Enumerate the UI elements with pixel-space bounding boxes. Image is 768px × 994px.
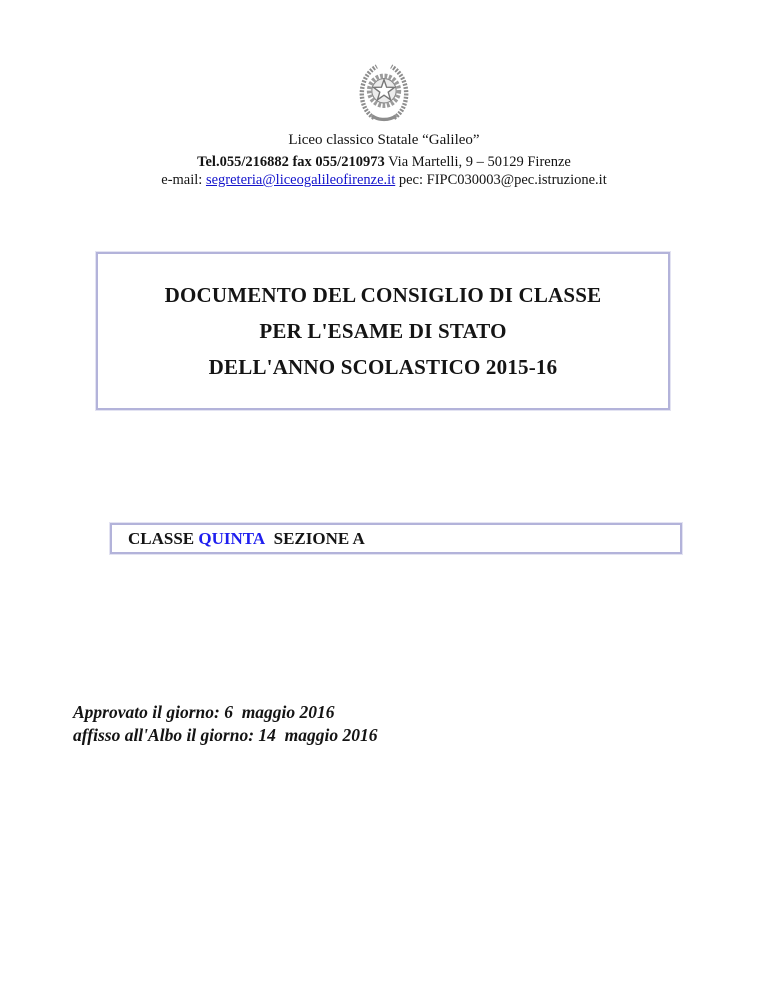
approval-line-2: affisso all'Albo il giorno: 14 maggio 2016 [73,725,378,745]
pec-text: pec: FIPC030003@pec.istruzione.it [395,172,607,188]
class-prefix: CLASSE [128,528,199,548]
contact-line-email [0,171,768,189]
tel-fax-text: Tel.055/216882 fax 055/210973 [197,154,385,170]
italian-republic-emblem-icon [354,62,414,124]
class-word: QUINTA [198,528,266,548]
school-name: Liceo classico Statale “Galileo” [288,132,480,148]
email-label: e-mail: [161,172,206,188]
title-line-2: PER L'ESAME DI STATO [259,319,507,343]
title-line-1: DOCUMENTO DEL CONSIGLIO DI CLASSE [164,283,602,307]
section-text: SEZIONE A [265,528,365,548]
email-link[interactable]: segreteria@liceogalileofirenze.it [205,172,396,188]
class-section-box [110,523,682,554]
document-title-box [96,252,670,410]
approval-dates [73,701,378,747]
title-line-3: DELL'ANNO SCOLASTICO 2015-16 [208,355,558,379]
approval-line-1: Approvato il giorno: 6 maggio 2016 [73,702,335,722]
address-text: Via Martelli, 9 – 50129 Firenze [384,154,571,170]
contact-line-telephone [0,153,768,171]
